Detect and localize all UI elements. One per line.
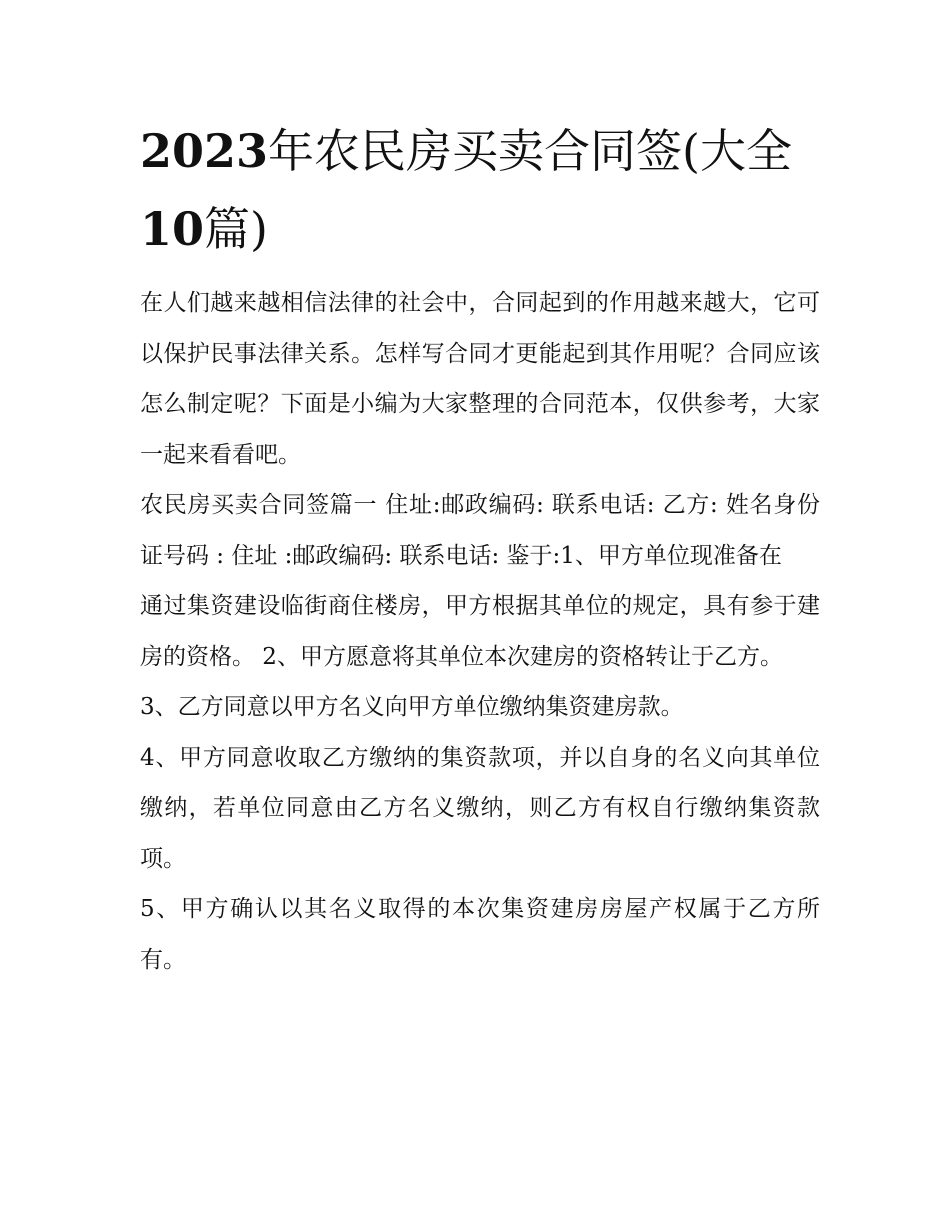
document-page <box>140 112 820 985</box>
title-number: 2023 <box>140 124 269 178</box>
intro-paragraph: 在人们越来越相信法律的社会中，合同起到的作用越来越大，它可以保护民事法律关系。怎样写合同才更能起到其作用呢？合同应该怎么制定呢？下面是小编为大家整理的合同范本，仅供参考，大家一起来看看吧。 <box>140 290 820 468</box>
clause-1-2-paragraph: 通过集资建设临街商住楼房，甲方根据其单位的规定，具有参于建房的资格。 2、甲方愿意将其单位本次建房的资格转让于乙方。 <box>140 593 820 670</box>
clause-3-paragraph: 3、乙方同意以甲方名义向甲方单位缴纳集资建房款。 <box>140 694 684 720</box>
clause-4-paragraph: 4、甲方同意收取乙方缴纳的集资款项，并以自身的名义向其单位缴纳，若单位同意由乙方名义缴纳，则乙方有权自行缴纳集资款项。 <box>140 744 820 872</box>
title-number: 10 <box>140 202 205 256</box>
contract-header-paragraph: 农民房买卖合同签篇一 住址:邮政编码: 联系电话: 乙方: 姓名身份证号码 : 住址 :邮政编码: 联系电话: 鉴于:1、甲方单位现准备在 <box>140 492 820 569</box>
clause-5-paragraph: 5、甲方确认以其名义取得的本次集资建房房屋产权属于乙方所有。 <box>140 896 820 973</box>
document-title: 2023年农民房买卖合同签(大全10篇) <box>140 124 792 256</box>
